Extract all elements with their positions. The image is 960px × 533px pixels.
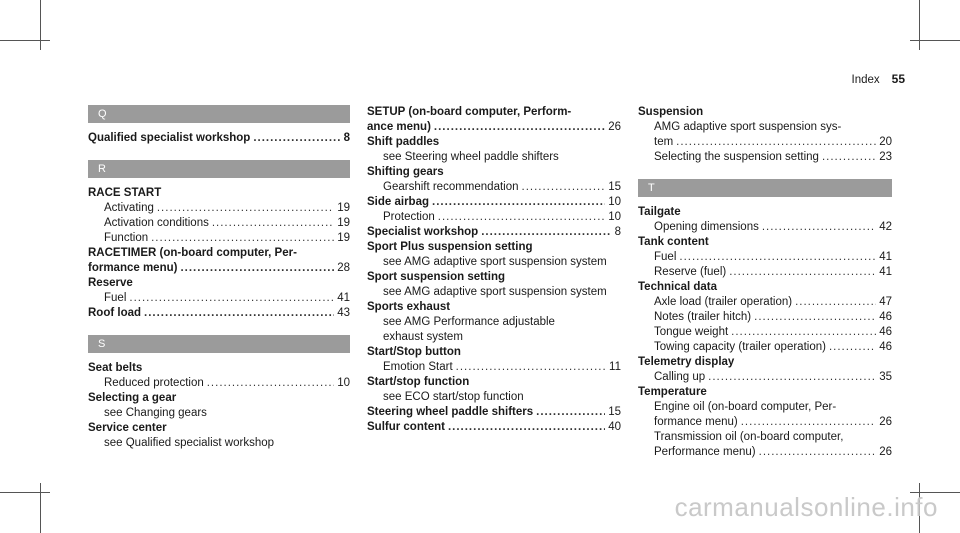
index-subentry: Transmission oil (on-board computer, [654, 431, 844, 443]
index-entry[interactable]: Steering wheel paddle shifters ..... 15 [367, 405, 621, 420]
index-entry: Seat belts [88, 362, 143, 374]
index-entry[interactable]: formance menu) ..... 28 [88, 261, 350, 276]
index-subentry[interactable]: tem ..... 20 [638, 135, 892, 150]
crop-mark [919, 0, 920, 50]
index-subentry[interactable]: Activating ..... 19 [88, 201, 350, 216]
index-crossref[interactable]: see Qualified specialist workshop [104, 437, 275, 449]
index-entry: Service center [88, 422, 167, 434]
index-entry: Sport suspension setting [367, 271, 506, 283]
index-subentry[interactable]: Axle load (trailer operation) ..... 47 [638, 295, 892, 310]
index-entry: Selecting a gear [88, 392, 177, 404]
crop-mark [0, 40, 50, 41]
index-entry[interactable]: Qualified specialist workshop ..... 8 [88, 131, 350, 146]
index-subentry[interactable]: Activation conditions ..... 19 [88, 216, 350, 231]
index-entry[interactable]: ance menu) ..... 26 [367, 120, 621, 135]
crop-mark [40, 0, 41, 50]
letter-heading-t: T [638, 179, 892, 197]
index-entry: Start/Stop button [367, 346, 461, 358]
index-subentry[interactable]: Selecting the suspension setting ..... 23 [638, 150, 892, 165]
index-entry: RACETIMER (on-board computer, Per- [88, 247, 297, 259]
index-crossref[interactable]: see Steering wheel paddle shifters [383, 151, 559, 163]
index-crossref[interactable]: see AMG Performance adjustable [383, 316, 555, 328]
index-subentry[interactable]: formance menu) ..... 26 [638, 415, 892, 430]
index-crossref[interactable]: see AMG adaptive sport suspension system [383, 256, 607, 268]
index-subentry[interactable]: Protection ..... 10 [367, 210, 621, 225]
crop-mark [0, 492, 50, 493]
index-subentry[interactable]: Towing capacity (trailer operation) ..... 46 [638, 340, 892, 355]
index-crossref[interactable]: exhaust system [383, 331, 463, 343]
watermark: carmanualsonline.info [674, 492, 938, 522]
index-subentry[interactable]: Fuel ..... 41 [88, 291, 350, 306]
index-crossref[interactable]: see Changing gears [104, 407, 207, 419]
index-subentry[interactable]: Emotion Start ..... 11 [367, 360, 621, 375]
crop-mark [910, 40, 960, 41]
index-entry: Tank content [638, 236, 709, 248]
index-entry[interactable]: Roof load ..... 43 [88, 306, 350, 321]
index-subentry[interactable]: Calling up ..... 35 [638, 370, 892, 385]
index-column-3 [638, 105, 892, 460]
index-entry: Tailgate [638, 206, 681, 218]
index-entry[interactable]: Specialist workshop ..... 8 [367, 225, 621, 240]
index-entry: RACE START [88, 187, 162, 199]
index-crossref[interactable]: see AMG adaptive sport suspension system [383, 286, 607, 298]
letter-heading-q: Q [88, 105, 350, 123]
index-entry: SETUP (on-board computer, Perform- [367, 106, 572, 118]
letter-heading-s: S [88, 335, 350, 353]
index-entry: Technical data [638, 281, 718, 293]
index-entry: Start/stop function [367, 376, 470, 388]
section-title: Index [851, 74, 880, 86]
page-number: 55 [891, 72, 905, 86]
index-entry: Temperature [638, 386, 707, 398]
index-subentry[interactable]: Function ..... 19 [88, 231, 350, 246]
index-entry: Shifting gears [367, 166, 444, 178]
index-subentry[interactable]: Fuel ..... 41 [638, 250, 892, 265]
index-subentry[interactable]: Performance menu) ..... 26 [638, 445, 892, 460]
index-column-2 [367, 105, 621, 435]
page-header [852, 72, 906, 86]
index-entry: Sports exhaust [367, 301, 451, 313]
letter-heading-r: R [88, 160, 350, 178]
index-entry: Sport Plus suspension setting [367, 241, 533, 253]
index-subentry[interactable]: Reserve (fuel) ..... 41 [638, 265, 892, 280]
index-column-1 [88, 105, 350, 451]
index-entry: Reserve [88, 277, 133, 289]
index-entry: Suspension [638, 106, 704, 118]
index-entry[interactable]: Side airbag ..... 10 [367, 195, 621, 210]
index-entry: Shift paddles [367, 136, 440, 148]
crop-mark [40, 483, 41, 533]
index-subentry[interactable]: Reduced protection ..... 10 [88, 376, 350, 391]
index-subentry[interactable]: Gearshift recommendation ..... 15 [367, 180, 621, 195]
index-entry: Telemetry display [638, 356, 735, 368]
index-entry[interactable]: Sulfur content ..... 40 [367, 420, 621, 435]
index-subentry[interactable]: Opening dimensions ..... 42 [638, 220, 892, 235]
index-subentry: AMG adaptive sport suspension sys- [654, 121, 842, 133]
index-subentry[interactable]: Notes (trailer hitch) ..... 46 [638, 310, 892, 325]
index-crossref[interactable]: see ECO start/stop function [383, 391, 524, 403]
index-subentry: Engine oil (on-board computer, Per- [654, 401, 837, 413]
index-subentry[interactable]: Tongue weight ..... 46 [638, 325, 892, 340]
